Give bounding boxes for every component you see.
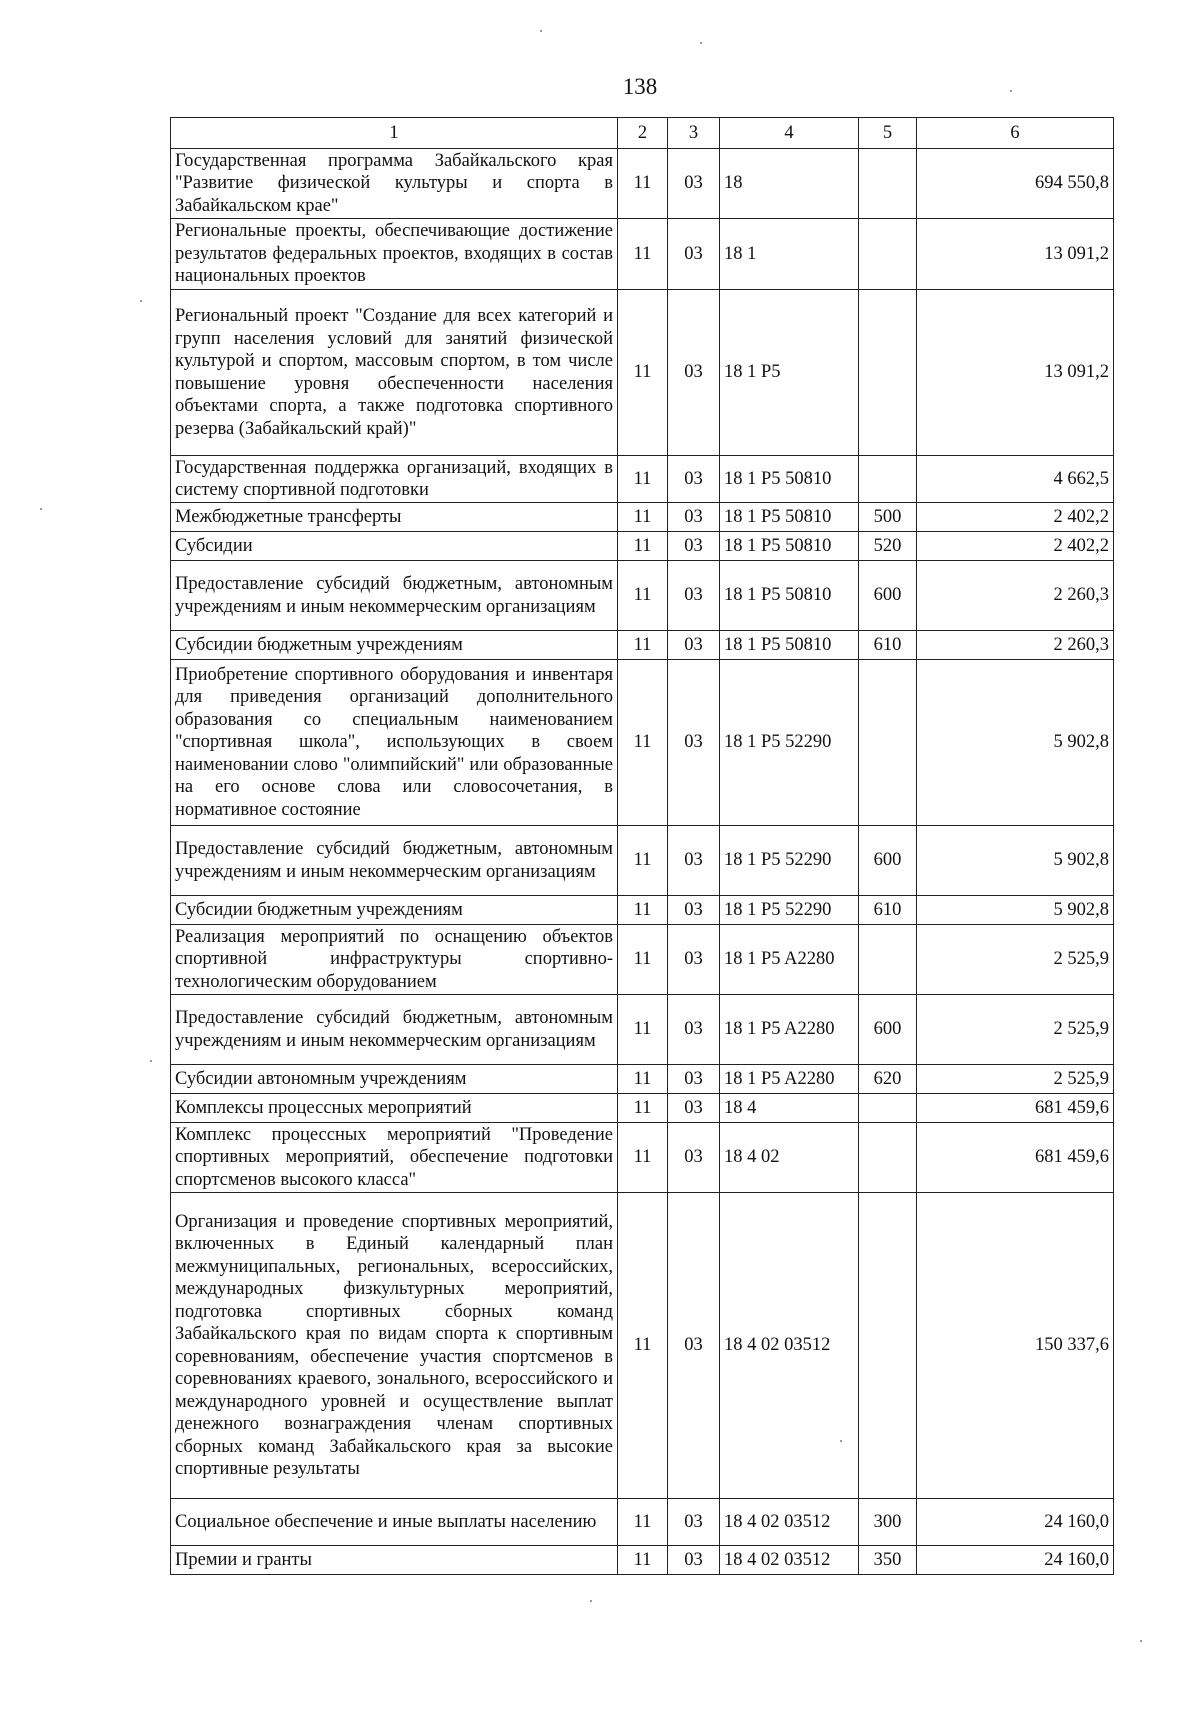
section-code: 11 xyxy=(618,995,668,1065)
target-article-code: 18 xyxy=(720,149,859,219)
header-row xyxy=(171,118,1114,149)
expense-type-code: 600 xyxy=(859,561,917,631)
item-name: Субсидии xyxy=(171,532,618,561)
item-name: Субсидии автономным учреждениям xyxy=(171,1065,618,1094)
amount: 2 402,2 xyxy=(917,532,1114,561)
amount: 150 337,6 xyxy=(917,1193,1114,1499)
section-code: 11 xyxy=(618,149,668,219)
subsection-code: 03 xyxy=(668,456,720,503)
section-code: 11 xyxy=(618,631,668,660)
section-code: 11 xyxy=(618,1499,668,1546)
expense-type-code: 620 xyxy=(859,1065,917,1094)
item-name: Субсидии бюджетным учреждениям xyxy=(171,631,618,660)
header-col-2: 2 xyxy=(618,118,668,149)
subsection-code: 03 xyxy=(668,896,720,925)
item-name: Комплекс процессных мероприятий "Проведение спортивных мероприятий, обеспечение подготовки спортсменов высокого класса" xyxy=(171,1123,618,1193)
table-row xyxy=(171,503,1114,532)
expense-type-code: 520 xyxy=(859,532,917,561)
subsection-code: 03 xyxy=(668,1094,720,1123)
amount: 2 260,3 xyxy=(917,561,1114,631)
target-article-code: 18 1 P5 50810 xyxy=(720,503,859,532)
table-row xyxy=(171,995,1114,1065)
item-name: Организация и проведение спортивных мероприятий, включенных в Единый календарный план межмуниципальных, региональных, всероссийских, международных физкультурных мероприятий, подготовка спортивных сборных команд Забайкальского края по видам спорта к спортивным соревнованиям, обеспечение участия спортсменов в соревнованиях краевого, зонального, всероссийского и международного уровней и осуществление выплат денежного вознаграждения членам спортивных сборных команд Забайкальского края за высокие спортивные результаты xyxy=(171,1193,618,1499)
subsection-code: 03 xyxy=(668,1065,720,1094)
subsection-code: 03 xyxy=(668,290,720,456)
amount: 4 662,5 xyxy=(917,456,1114,503)
section-code: 11 xyxy=(618,1065,668,1094)
amount: 5 902,8 xyxy=(917,896,1114,925)
table-row xyxy=(171,631,1114,660)
amount: 2 525,9 xyxy=(917,995,1114,1065)
table-row xyxy=(171,896,1114,925)
amount: 2 260,3 xyxy=(917,631,1114,660)
header-col-1: 1 xyxy=(171,118,618,149)
expense-type-code xyxy=(859,925,917,995)
expense-type-code xyxy=(859,456,917,503)
table-row xyxy=(171,1499,1114,1546)
header-col-6: 6 xyxy=(917,118,1114,149)
amount: 24 160,0 xyxy=(917,1499,1114,1546)
target-article-code: 18 1 xyxy=(720,219,859,290)
item-name: Государственная программа Забайкальского края "Развитие физической культуры и спорта в Забайкальском крае" xyxy=(171,149,618,219)
target-article-code: 18 1 P5 50810 xyxy=(720,456,859,503)
item-name: Предоставление субсидий бюджетным, автономным учреждениям и иным некоммерческим организациям xyxy=(171,995,618,1065)
target-article-code: 18 1 P5 A2280 xyxy=(720,1065,859,1094)
table-row xyxy=(171,1546,1114,1575)
subsection-code: 03 xyxy=(668,1123,720,1193)
expense-type-code: 610 xyxy=(859,896,917,925)
subsection-code: 03 xyxy=(668,503,720,532)
expense-type-code xyxy=(859,1193,917,1499)
subsection-code: 03 xyxy=(668,219,720,290)
table-row xyxy=(171,1094,1114,1123)
target-article-code: 18 4 02 xyxy=(720,1123,859,1193)
page-number: 138 xyxy=(622,74,658,99)
header-col-5: 5 xyxy=(859,118,917,149)
table-row xyxy=(171,1193,1114,1499)
amount: 2 525,9 xyxy=(917,1065,1114,1094)
table-row xyxy=(171,456,1114,503)
item-name: Региональные проекты, обеспечивающие достижение результатов федеральных проектов, входящих в состав национальных проектов xyxy=(171,219,618,290)
amount: 2 402,2 xyxy=(917,503,1114,532)
table-row xyxy=(171,219,1114,290)
amount: 2 525,9 xyxy=(917,925,1114,995)
item-name: Государственная поддержка организаций, входящих в систему спортивной подготовки xyxy=(171,456,618,503)
item-name: Субсидии бюджетным учреждениям xyxy=(171,896,618,925)
subsection-code: 03 xyxy=(668,1193,720,1499)
subsection-code: 03 xyxy=(668,660,720,826)
table-row xyxy=(171,1123,1114,1193)
item-name: Приобретение спортивного оборудования и инвентаря для приведения организаций дополнительного образования со специальным наименованием "спортивная школа", использующих в своем наименовании слово "олимпийский" или образованные на его основе слова или словосочетания, в нормативное состояние xyxy=(171,660,618,826)
subsection-code: 03 xyxy=(668,925,720,995)
header-col-4: 4 xyxy=(720,118,859,149)
item-name: Предоставление субсидий бюджетным, автономным учреждениям и иным некоммерческим организациям xyxy=(171,561,618,631)
target-article-code: 18 1 P5 A2280 xyxy=(720,925,859,995)
section-code: 11 xyxy=(618,1123,668,1193)
section-code: 11 xyxy=(618,896,668,925)
expense-type-code: 350 xyxy=(859,1546,917,1575)
target-article-code: 18 1 P5 xyxy=(720,290,859,456)
section-code: 11 xyxy=(618,826,668,896)
item-name: Реализация мероприятий по оснащению объектов спортивной инфраструктуры спортивно-технологическим оборудованием xyxy=(171,925,618,995)
item-name: Предоставление субсидий бюджетным, автономным учреждениям и иным некоммерческим организациям xyxy=(171,826,618,896)
section-code: 11 xyxy=(618,660,668,826)
amount: 681 459,6 xyxy=(917,1094,1114,1123)
section-code: 11 xyxy=(618,561,668,631)
target-article-code: 18 1 P5 52290 xyxy=(720,896,859,925)
expense-type-code xyxy=(859,1123,917,1193)
table-row xyxy=(171,660,1114,826)
section-code: 11 xyxy=(618,1094,668,1123)
expense-type-code: 300 xyxy=(859,1499,917,1546)
target-article-code: 18 4 02 03512 xyxy=(720,1193,859,1499)
expense-type-code: 610 xyxy=(859,631,917,660)
item-name: Региональный проект "Создание для всех категорий и групп населения условий для занятий физической культурой и спортом, массовым спортом, в том числе повышение уровня обеспеченности населения объектами спорта, а также подготовка спортивного резерва (Забайкальский край)" xyxy=(171,290,618,456)
expense-type-code xyxy=(859,219,917,290)
amount: 5 902,8 xyxy=(917,660,1114,826)
expense-type-code xyxy=(859,149,917,219)
subsection-code: 03 xyxy=(668,1546,720,1575)
amount: 13 091,2 xyxy=(917,219,1114,290)
item-name: Межбюджетные трансферты xyxy=(171,503,618,532)
amount: 13 091,2 xyxy=(917,290,1114,456)
subsection-code: 03 xyxy=(668,149,720,219)
target-article-code: 18 4 xyxy=(720,1094,859,1123)
section-code: 11 xyxy=(618,1546,668,1575)
table-row xyxy=(171,290,1114,456)
subsection-code: 03 xyxy=(668,826,720,896)
expense-type-code xyxy=(859,290,917,456)
expense-type-code xyxy=(859,1094,917,1123)
section-code: 11 xyxy=(618,290,668,456)
amount: 694 550,8 xyxy=(917,149,1114,219)
target-article-code: 18 1 P5 50810 xyxy=(720,561,859,631)
subsection-code: 03 xyxy=(668,995,720,1065)
item-name: Премии и гранты xyxy=(171,1546,618,1575)
subsection-code: 03 xyxy=(668,631,720,660)
section-code: 11 xyxy=(618,925,668,995)
budget-table xyxy=(170,117,1114,1575)
target-article-code: 18 1 P5 52290 xyxy=(720,660,859,826)
section-code: 11 xyxy=(618,532,668,561)
header-col-3: 3 xyxy=(668,118,720,149)
target-article-code: 18 1 P5 52290 xyxy=(720,826,859,896)
expense-type-code: 600 xyxy=(859,995,917,1065)
table-row xyxy=(171,925,1114,995)
item-name: Комплексы процессных мероприятий xyxy=(171,1094,618,1123)
section-code: 11 xyxy=(618,1193,668,1499)
target-article-code: 18 1 P5 A2280 xyxy=(720,995,859,1065)
section-code: 11 xyxy=(618,503,668,532)
amount: 24 160,0 xyxy=(917,1546,1114,1575)
table-row xyxy=(171,532,1114,561)
expense-type-code: 500 xyxy=(859,503,917,532)
subsection-code: 03 xyxy=(668,561,720,631)
target-article-code: 18 4 02 03512 xyxy=(720,1499,859,1546)
table-row xyxy=(171,149,1114,219)
table-row xyxy=(171,826,1114,896)
expense-type-code xyxy=(859,660,917,826)
section-code: 11 xyxy=(618,219,668,290)
amount: 5 902,8 xyxy=(917,826,1114,896)
target-article-code: 18 4 02 03512 xyxy=(720,1546,859,1575)
subsection-code: 03 xyxy=(668,1499,720,1546)
item-name: Социальное обеспечение и иные выплаты населению xyxy=(171,1499,618,1546)
target-article-code: 18 1 P5 50810 xyxy=(720,631,859,660)
subsection-code: 03 xyxy=(668,532,720,561)
expense-type-code: 600 xyxy=(859,826,917,896)
table-row xyxy=(171,561,1114,631)
target-article-code: 18 1 P5 50810 xyxy=(720,532,859,561)
section-code: 11 xyxy=(618,456,668,503)
amount: 681 459,6 xyxy=(917,1123,1114,1193)
table-row xyxy=(171,1065,1114,1094)
